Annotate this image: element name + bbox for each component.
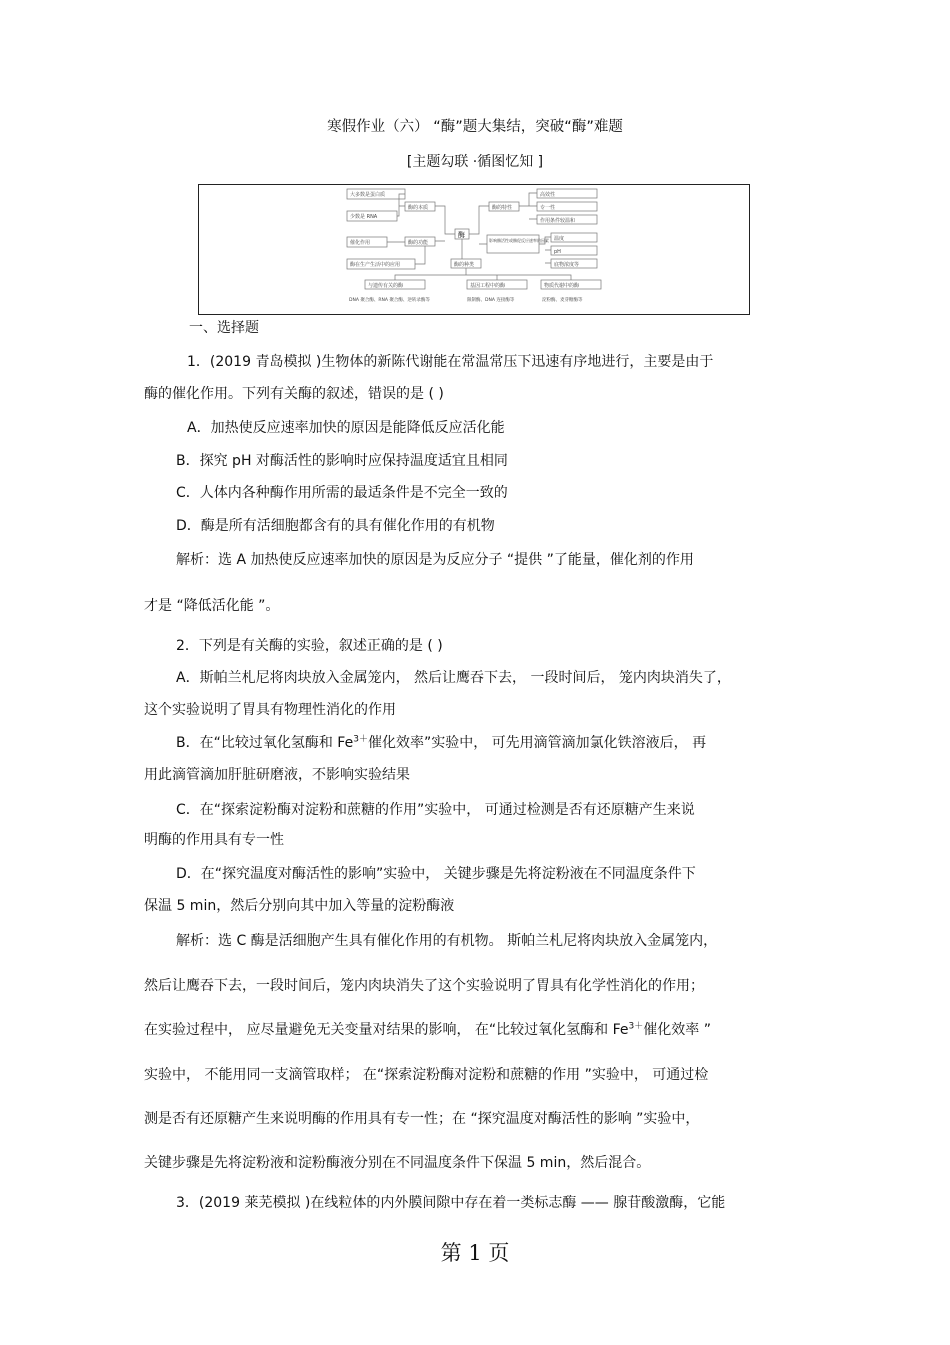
diagram-text-right-1: 高效性 <box>540 192 556 198</box>
q2-option-b-line2: 用此滴管滴加肝脏研磨液，不影响实验结果 <box>144 767 410 783</box>
q2-analysis-line1: 解析：选 C 酶是活细胞产生具有催化作用的有机物。 斯帕兰札尼将肉块放入金属笼内， <box>176 933 718 949</box>
diagram-text-right-3: 作用条件较温和 <box>540 218 576 224</box>
diagram-text-bottom-mid: 酶的种类 <box>454 262 475 268</box>
diagram-text-right-mid-1: 酶的特性 <box>492 205 513 211</box>
q2-analysis-line6: 关键步骤是先将淀粉液和淀粉酶液分别在不同温度条件下保温 5 min，然后混合。 <box>144 1155 651 1171</box>
diagram-text-left-3: 催化作用 <box>350 240 371 246</box>
q2-analysis-line3-pre: 在实验过程中， 应尽量避免无关变量对结果的影响， 在“比较过氧化氢酶和 Fe <box>144 1022 629 1038</box>
page-title: 寒假作业（六） “酶”题大集结，突破“酶”难题 <box>327 119 623 135</box>
q2-option-b-post: 催化效率”实验中， 可先用滴管滴加氯化铁溶液后， 再 <box>367 735 707 751</box>
q1-analysis-line2: 才是 “降低活化能 ”。 <box>144 598 280 614</box>
q2-option-d-line2: 保温 5 min，然后分别向其中加入等量的淀粉酶液 <box>144 898 455 914</box>
concept-map-svg <box>199 185 751 316</box>
q2-option-d-line1: D．在“探究温度对酶活性的影响”实验中， 关键步骤是先将淀粉液在不同温度条件下 <box>176 866 696 882</box>
q1-option-a: A．加热使反应速率加快的原因是能降低反应活化能 <box>187 420 505 436</box>
q1-option-c: C．人体内各种酶作用所需的最适条件是不完全一致的 <box>176 485 508 501</box>
diagram-text-bottom-sub-3: 淀粉酶、麦芽糖酶等 <box>542 298 583 303</box>
q1-option-b: B．探究 pH 对酶活性的影响时应保持温度适宜且相同 <box>176 453 508 469</box>
diagram-text-right-mid-2: 影响酶活性或酶促反应速率的因素 <box>489 238 549 243</box>
q3-stem: 3．(2019 莱芜模拟 )在线粒体的内外膜间隙中存在着一类标志酶 —— 腺苷酸激酶，它能 <box>176 1195 726 1211</box>
q2-option-c-line2: 明酶的作用具有专一性 <box>144 832 284 848</box>
q2-analysis-line3-sup: 3＋ <box>628 1021 644 1032</box>
q2-option-a-line2: 这个实验说明了胃具有物理性消化的作用 <box>144 702 396 718</box>
section-heading: 一、选择题 <box>189 320 259 336</box>
diagram-text-right-6: 底物浓度等 <box>554 262 580 268</box>
diagram-text-bottom-3: 物质代谢中的酶 <box>544 283 580 289</box>
diagram-text-bottom-sub-2: 限制酶、DNA 连接酶等 <box>467 298 515 303</box>
q2-analysis-line3 <box>144 1021 711 1039</box>
q2-stem: 2．下列是有关酶的实验，叙述正确的是 ( ) <box>176 638 443 654</box>
diagram-text-left-4: 酶在生产生活中的应用 <box>350 262 401 268</box>
q2-option-b-line1 <box>176 734 706 752</box>
diagram-text-right-4: 温度 <box>554 236 565 242</box>
diagram-text-bottom-1: 与遗传有关的酶 <box>368 283 404 289</box>
diagram-text-center: 酶 <box>458 231 465 239</box>
diagram-text-left-2: 少数是 RNA <box>350 214 378 220</box>
diagram-text-right-2: 专一性 <box>540 205 556 211</box>
q2-option-c-line1: C．在“探索淀粉酶对淀粉和蔗糖的作用”实验中， 可通过检测是否有还原糖产生来说 <box>176 802 695 818</box>
q2-option-b-pre: B．在“比较过氧化氢酶和 Fe <box>176 735 354 751</box>
section-subtitle: [主题勾联 ·循图忆知 ] <box>406 154 544 170</box>
q2-option-a-line1: A．斯帕兰札尼将肉块放入金属笼内， 然后让鹰吞下去， 一段时间后， 笼内肉块消失了， <box>176 670 731 686</box>
page-number: 第 1 页 <box>440 1241 510 1265</box>
diagram-text-left-1: 大多数是蛋白质 <box>350 192 386 198</box>
diagram-text-right-5: pH <box>554 249 561 255</box>
diagram-text-left-mid-1: 酶的本质 <box>408 205 429 211</box>
diagram-text-bottom-sub-1: DNA 聚合酶、RNA 聚合酶、逆转录酶等 <box>349 298 430 303</box>
q2-analysis-line3-post: 催化效率 ” <box>643 1022 711 1038</box>
q2-analysis-line4: 实验中， 不能用同一支滴管取样； 在“探索淀粉酶对淀粉和蔗糖的作用 ”实验中， 可通过检 <box>144 1067 709 1083</box>
q2-option-b-sup: 3＋ <box>353 734 368 745</box>
q2-analysis-line2: 然后让鹰吞下去，一段时间后，笼内肉块消失了这个实验说明了胃具有化学性消化的作用； <box>144 978 704 994</box>
q1-option-d: D．酶是所有活细胞都含有的具有催化作用的有机物 <box>176 518 495 534</box>
q1-stem-line1: 1．(2019 青岛模拟 )生物体的新陈代谢能在常温常压下迅速有序地进行，主要是由于 <box>187 354 714 370</box>
q1-analysis-line1: 解析：选 A 加热使反应速率加快的原因是为反应分子 “提供 ”了能量，催化剂的作用 <box>176 552 694 568</box>
q2-analysis-line5: 测是否有还原糖产生来说明酶的作用具有专一性；在 “探究温度对酶活性的影响 ”实验中， <box>144 1111 700 1127</box>
diagram-text-bottom-2: 基因工程中的酶 <box>470 283 506 289</box>
concept-map-figure <box>198 184 750 315</box>
q1-stem-line2: 酶的催化作用。下列有关酶的叙述，错误的是 ( ) <box>144 386 444 402</box>
diagram-text-left-mid-2: 酶的功能 <box>408 240 429 246</box>
